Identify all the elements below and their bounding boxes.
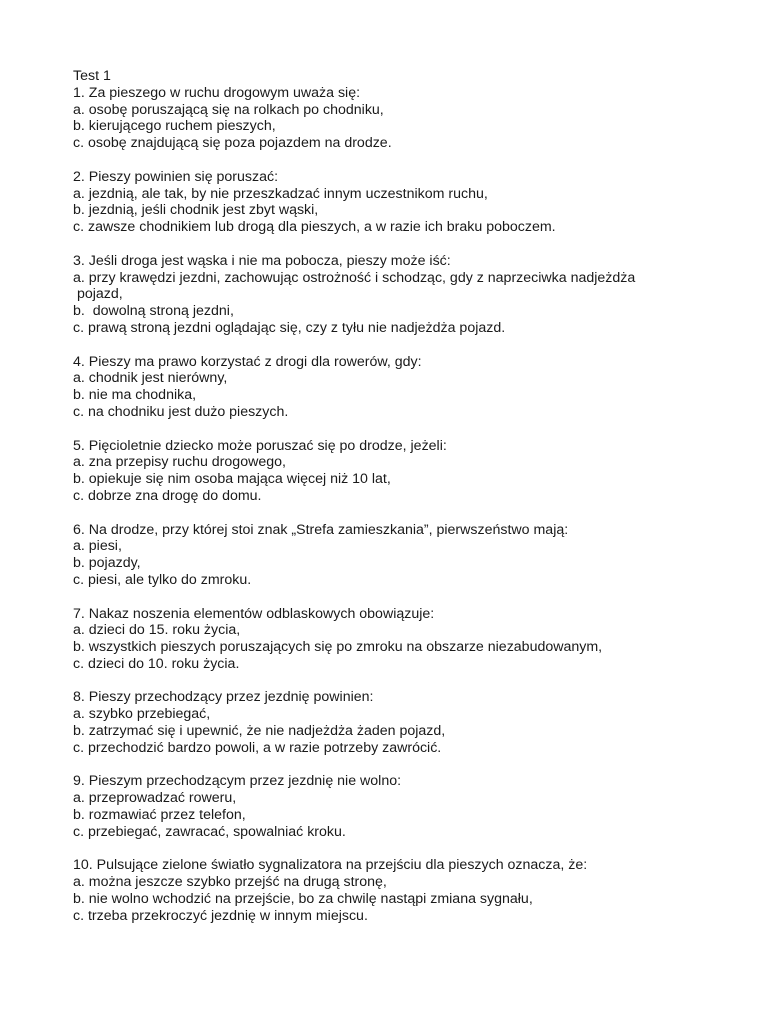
question-text: 8. Pieszy przechodzący przez jezdnię powinien: bbox=[73, 689, 374, 706]
question-text: 4. Pieszy ma prawo korzystać z drogi dla rowerów, gdy: bbox=[73, 353, 422, 370]
question-spacer bbox=[73, 505, 753, 522]
answer-option: c. na chodniku jest dużo pieszych. bbox=[73, 403, 289, 420]
question-spacer bbox=[73, 152, 753, 169]
question-spacer bbox=[73, 841, 753, 858]
answer-option: c. zawsze chodnikiem lub drogą dla pieszych, a w razie ich braku poboczem. bbox=[73, 219, 556, 236]
question-spacer bbox=[73, 236, 753, 253]
question-block bbox=[73, 169, 753, 253]
question-spacer bbox=[73, 337, 753, 354]
question-block bbox=[73, 606, 753, 690]
answer-option: b. kierującego ruchem pieszych, bbox=[73, 118, 276, 135]
answer-option: b. jezdnią, jeśli chodnik jest zbyt wąski, bbox=[73, 202, 319, 219]
answer-option: c. przechodzić bardzo powoli, a w razie potrzeby zawrócić. bbox=[73, 739, 442, 756]
answer-option: a. dzieci do 15. roku życia, bbox=[73, 622, 241, 639]
question-text: 10. Pulsujące zielone światło sygnalizatora na przejściu dla pieszych oznacza, że: bbox=[73, 857, 588, 874]
answer-option: b. opiekuje się nim osoba mająca więcej niż 10 lat, bbox=[73, 471, 391, 488]
question-text: 5. Pięcioletnie dziecko może poruszać się po drodze, jeżeli: bbox=[73, 437, 447, 454]
answer-option: c. dzieci do 10. roku życia. bbox=[73, 655, 240, 672]
answer-option: a. piesi, bbox=[73, 538, 122, 555]
question-list bbox=[73, 85, 753, 925]
question-text: 6. Na drodze, przy której stoi znak „Strefa zamieszkania”, pierwszeństwo mają: bbox=[73, 521, 569, 538]
answer-option: c. dobrze zna drogę do domu. bbox=[73, 487, 262, 504]
question-text: 2. Pieszy powinien się poruszać: bbox=[73, 168, 279, 185]
answer-option: a. osobę poruszającą się na rolkach po chodniku, bbox=[73, 101, 384, 118]
question-block bbox=[73, 773, 753, 857]
document-title: Test 1 bbox=[73, 68, 111, 84]
answer-option: b. wszystkich pieszych poruszających się po zmroku na obszarze niezabudowanym, bbox=[73, 639, 603, 656]
answer-option: a. można jeszcze szybko przejść na drugą stronę, bbox=[73, 874, 387, 891]
answer-option: c. przebiegać, zawracać, spowalniać kroku. bbox=[73, 823, 346, 840]
question-spacer bbox=[73, 421, 753, 438]
answer-option: b. nie ma chodnika, bbox=[73, 387, 197, 404]
answer-option: b. nie wolno wchodzić na przejście, bo za chwilę nastąpi zmiana sygnału, bbox=[73, 891, 533, 908]
question-spacer bbox=[73, 673, 753, 690]
question-block bbox=[73, 857, 753, 924]
answer-option: c. trzeba przekroczyć jezdnię w innym miejscu. bbox=[73, 907, 368, 924]
question-text: 1. Za pieszego w ruchu drogowym uważa się: bbox=[73, 84, 361, 101]
question-block bbox=[73, 85, 753, 169]
answer-option: b. zatrzymać się i upewnić, że nie nadjeżdża żaden pojazd, bbox=[73, 723, 446, 740]
answer-option: a. przy krawędzi jezdni, zachowując ostrożność i schodząc, gdy z naprzeciwka nadjeżdża bbox=[73, 269, 636, 286]
question-spacer bbox=[73, 589, 753, 606]
answer-option: b. pojazdy, bbox=[73, 555, 141, 572]
document-body bbox=[73, 68, 753, 925]
answer-option: a. zna przepisy ruchu drogowego, bbox=[73, 454, 286, 471]
question-block bbox=[73, 354, 753, 438]
question-block bbox=[73, 438, 753, 522]
question-spacer bbox=[73, 757, 753, 774]
answer-option: c. osobę znajdującą się poza pojazdem na drodze. bbox=[73, 135, 392, 152]
answer-option: a. przeprowadzać roweru, bbox=[73, 790, 237, 807]
answer-option: pojazd, bbox=[73, 286, 123, 303]
question-text: 3. Jeśli droga jest wąska i nie ma pobocza, pieszy może iść: bbox=[73, 252, 451, 269]
answer-option: b. rozmawiać przez telefon, bbox=[73, 807, 246, 824]
answer-option: c. piesi, ale tylko do zmroku. bbox=[73, 571, 252, 588]
answer-option: c. prawą stroną jezdni oglądając się, czy z tyłu nie nadjeżdża pojazd. bbox=[73, 319, 506, 336]
question-block bbox=[73, 253, 753, 354]
question-text: 7. Nakaz noszenia elementów odblaskowych obowiązuje: bbox=[73, 605, 435, 622]
answer-option: a. jezdnią, ale tak, by nie przeszkadzać innym uczestnikom ruchu, bbox=[73, 185, 488, 202]
question-block bbox=[73, 689, 753, 773]
question-block bbox=[73, 522, 753, 606]
question-text: 9. Pieszym przechodzącym przez jezdnię nie wolno: bbox=[73, 773, 402, 790]
answer-option: a. szybko przebiegać, bbox=[73, 706, 211, 723]
answer-option: b. dowolną stroną jezdni, bbox=[73, 303, 234, 320]
answer-option: a. chodnik jest nierówny, bbox=[73, 370, 228, 387]
